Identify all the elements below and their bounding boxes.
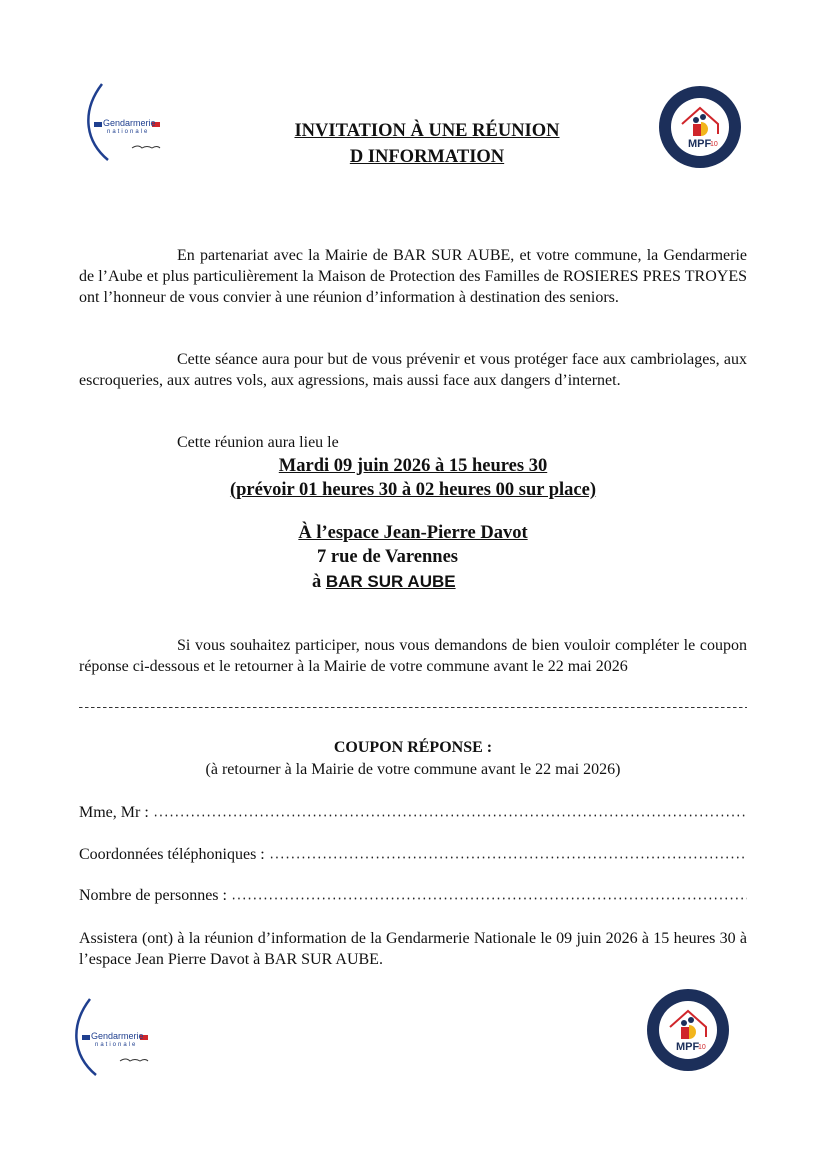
document-title [200,118,654,170]
coupon-title: COUPON RÉPONSE : [333,739,493,756]
mpf-number: 10 [698,1044,706,1051]
field-phone-label: Coordonnées téléphoniques : [79,846,265,863]
gendarmerie-logo-subtitle: nationale [107,129,150,135]
gendarmerie-logo-name: Gendarmerie [91,1031,144,1041]
mpf-code: MPF [688,138,712,150]
mpf-number: 10 [710,141,718,148]
cut-line-divider [79,707,747,708]
mpf-badge-bottom [645,987,731,1073]
gendarmerie-logo-bottom [68,995,178,1085]
coupon-statement: Assistera (ont) à la réunion d’information de la Gendarmerie Nationale le 09 juin 2026 à 15 heures 30 à l’espace Jean Pierre Davot à BAR SUR AUBE. [79,930,747,968]
field-name-input[interactable] [153,814,747,817]
event-intro [79,432,747,453]
title-line-1: INVITATION À UNE RÉUNION [294,121,560,141]
event-city-line [312,570,456,594]
event-intro-text: Cette réunion aura lieu le [177,434,339,451]
field-phone[interactable] [79,844,747,865]
paragraph-closing [79,635,747,677]
event-date: Mardi 09 juin 2026 à 15 heures 30 [278,456,548,476]
paragraph-purpose [79,349,747,391]
mpf-house-icon [657,84,743,170]
field-people-count[interactable] [79,885,747,906]
field-people-label: Nombre de personnes : [79,887,227,904]
mpf-house-icon [645,987,731,1073]
mpf-code: MPF [676,1041,700,1053]
paragraph-text: En partenariat avec la Mairie de BAR SUR AUBE, et votre commune, la Gendarmerie de l’Aube et plus particulièrement la Maison de Protection des Familles de ROSIERES PRES TROYES ont l’honneur de vous convier à une réunion d’information à destination des seniors. [79,247,747,306]
field-people-input[interactable] [231,897,747,900]
paragraph-partnership [79,245,747,308]
mpf-badge-top [657,84,743,170]
event-street: 7 rue de Varennes [317,547,458,567]
event-city: BAR SUR AUBE [325,572,456,591]
field-name[interactable] [79,802,747,823]
paragraph-text: Cette séance aura pour but de vous prévenir et vous protéger face aux cambriolages, aux escroqueries, aux autres vols, aux agressions, mais aussi face aux dangers d’internet. [79,351,747,389]
event-duration: (prévoir 01 heures 30 à 02 heures 00 sur place) [229,480,597,500]
gendarmerie-logo-top [80,80,190,170]
coupon-subtitle: (à retourner à la Mairie de votre commune avant le 22 mai 2026) [205,761,621,778]
event-venue: À l’espace Jean-Pierre Davot [298,523,528,543]
gendarmerie-logo-name: Gendarmerie [103,118,156,128]
title-line-2: D INFORMATION [349,147,505,167]
paragraph-text: Si vous souhaitez participer, nous vous demandons de bien vouloir compléter le coupon réponse ci-dessous et le retourner à la Mairie de votre commune avant le 22 mai 2026 [79,637,747,675]
gendarmerie-logo-subtitle: nationale [95,1042,138,1048]
field-name-label: Mme, Mr : [79,804,149,821]
event-city-prefix: à [312,572,322,592]
field-phone-input[interactable] [269,856,747,859]
